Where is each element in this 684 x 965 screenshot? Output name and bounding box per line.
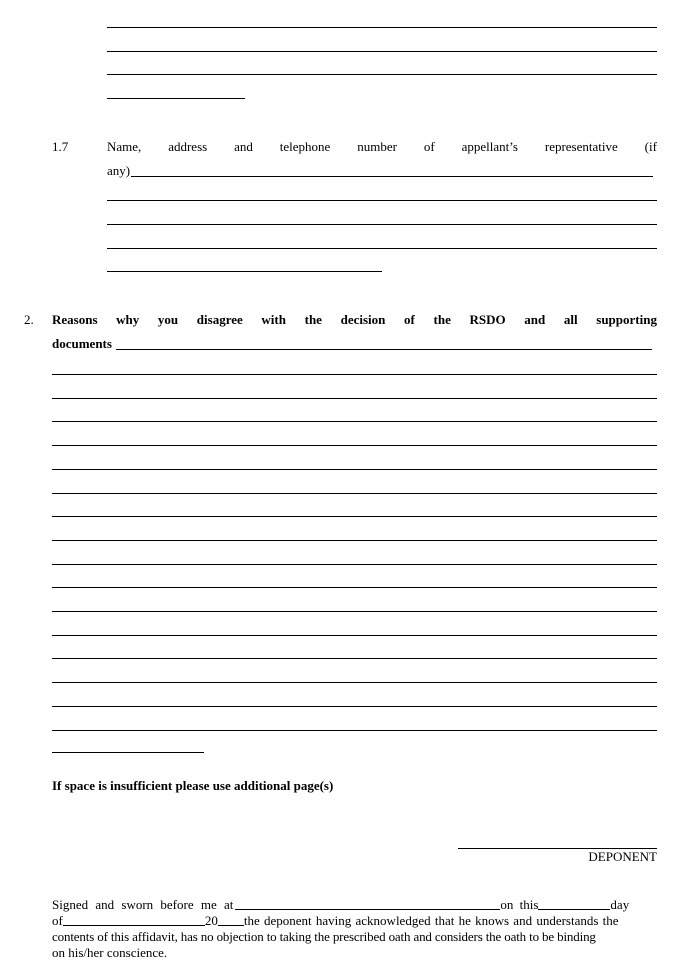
- blank-line[interactable]: [52, 706, 657, 707]
- section-1-7-heading: [107, 139, 657, 155]
- deponent-label: DEPONENT: [588, 849, 657, 864]
- blank-line[interactable]: [52, 635, 657, 636]
- heading-word: the: [304, 312, 322, 327]
- oath-day-field[interactable]: [538, 897, 610, 910]
- heading-word: and: [234, 139, 253, 154]
- heading-word: of: [423, 139, 435, 154]
- blank-line[interactable]: [52, 469, 657, 470]
- blank-line[interactable]: [52, 682, 657, 683]
- blank-line[interactable]: [52, 658, 657, 659]
- heading-word: with: [261, 312, 286, 327]
- blank-line[interactable]: [52, 730, 657, 731]
- blank-line-short[interactable]: [52, 752, 204, 753]
- blank-line[interactable]: [52, 564, 657, 565]
- blank-line[interactable]: [107, 224, 657, 225]
- blank-line-short[interactable]: [107, 271, 382, 272]
- reasons-field[interactable]: [116, 349, 652, 350]
- blank-line[interactable]: [107, 51, 657, 52]
- heading-word: number: [357, 139, 397, 154]
- blank-line[interactable]: [52, 587, 657, 588]
- blank-line[interactable]: [52, 516, 657, 517]
- blank-line[interactable]: [52, 493, 657, 494]
- heading-word: and: [524, 312, 546, 327]
- heading-word: Name,: [107, 139, 142, 154]
- oath-line-2: [52, 913, 657, 929]
- heading-word: appellant’s: [461, 139, 518, 154]
- blank-line[interactable]: [107, 248, 657, 249]
- blank-line[interactable]: [52, 445, 657, 446]
- heading-word: disagree: [196, 312, 243, 327]
- oath-text: the deponent having acknowledged that he knows and understands the: [243, 913, 619, 928]
- oath-text: Signed and sworn before me at: [52, 897, 234, 912]
- oath-text: on this: [500, 897, 539, 912]
- blank-line[interactable]: [52, 398, 657, 399]
- heading-word: decision: [340, 312, 386, 327]
- blank-line[interactable]: [52, 374, 657, 375]
- heading-word: (if: [644, 139, 657, 154]
- heading-word: RSDO: [469, 312, 506, 327]
- oath-line-1: [52, 897, 657, 913]
- blank-line-short[interactable]: [107, 98, 245, 99]
- section-1-7-continuation: any): [107, 163, 131, 178]
- representative-field[interactable]: [131, 176, 653, 177]
- heading-word: why: [116, 312, 140, 327]
- blank-line[interactable]: [107, 74, 657, 75]
- section-2-continuation: documents: [52, 336, 112, 351]
- heading-word: Reasons: [52, 312, 98, 327]
- section-2-heading: [52, 312, 657, 328]
- heading-word: supporting: [596, 312, 657, 327]
- blank-line[interactable]: [107, 27, 657, 28]
- insufficient-space-note: If space is insufficient please use additional page(s): [52, 778, 334, 793]
- heading-word: all: [563, 312, 578, 327]
- heading-word: address: [168, 139, 208, 154]
- heading-word: telephone: [279, 139, 331, 154]
- oath-line-4: on his/her conscience.: [52, 945, 168, 960]
- section-number: 1.7: [52, 139, 69, 154]
- oath-month-field[interactable]: [63, 913, 205, 926]
- section-number: 2.: [24, 312, 34, 327]
- blank-line[interactable]: [52, 540, 657, 541]
- oath-text: of: [52, 913, 63, 928]
- oath-text: day: [610, 897, 630, 912]
- blank-line[interactable]: [52, 611, 657, 612]
- oath-text: 20: [204, 913, 218, 928]
- blank-line[interactable]: [107, 200, 657, 201]
- blank-line[interactable]: [52, 421, 657, 422]
- oath-year-field[interactable]: [218, 913, 244, 926]
- heading-word: the: [433, 312, 451, 327]
- oath-place-field[interactable]: [235, 897, 500, 910]
- heading-word: representative: [544, 139, 618, 154]
- heading-word: you: [157, 312, 179, 327]
- heading-word: of: [404, 312, 415, 327]
- oath-line-3: contents of this affidavit, has no objection to taking the prescribed oath and considers the oath to be binding: [52, 929, 596, 944]
